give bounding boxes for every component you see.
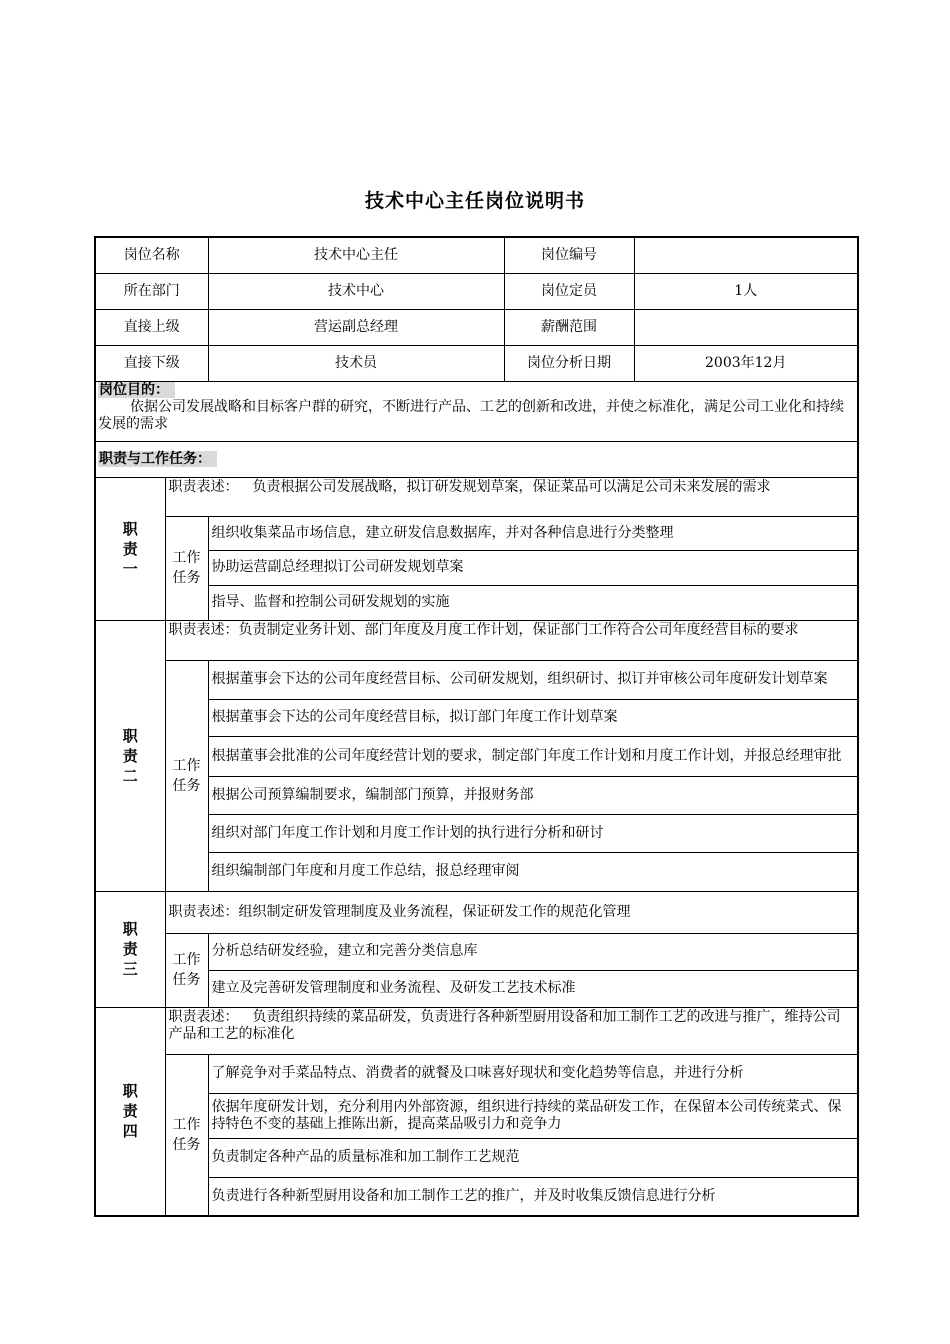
- task-row: [95, 1054, 858, 1093]
- field-value: 技术员: [208, 345, 504, 381]
- task-label: 工作 任务: [165, 1054, 208, 1216]
- duty-3-label: 职 责 三: [95, 891, 165, 1007]
- field-label: 岗位分析日期: [504, 345, 634, 381]
- task-row: [95, 933, 858, 970]
- field-label: 直接下级: [95, 345, 208, 381]
- info-row: [95, 273, 858, 309]
- duty-1-description: 职责表述： 负责根据公司发展战略，拟订研发规划草案，保证菜品可以满足公司未来发展的需求: [165, 477, 858, 516]
- duty-2-description: 职责表述：负责制定业务计划、部门年度及月度工作计划，保证部门工作符合公司年度经营目标的要求: [165, 620, 858, 660]
- task-item: 协助运营副总经理拟订公司研发规划草案: [208, 550, 858, 585]
- task-row: [95, 550, 858, 585]
- duty-desc-row: [95, 477, 858, 516]
- task-label: 工作 任务: [165, 933, 208, 1007]
- duty-desc-row: [95, 1007, 858, 1054]
- info-row: [95, 345, 858, 381]
- task-row: [95, 699, 858, 736]
- task-item: 组织对部门年度工作计划和月度工作计划的执行进行分析和研讨: [208, 814, 858, 852]
- task-row: [95, 970, 858, 1007]
- task-item: 建立及完善研发管理制度和业务流程、及研发工艺技术标准: [208, 970, 858, 1007]
- duty-desc-row: [95, 891, 858, 933]
- task-row: [95, 776, 858, 814]
- task-item: 了解竞争对手菜品特点、消费者的就餐及口味喜好现状和变化趋势等信息，并进行分析: [208, 1054, 858, 1093]
- task-item: 负责进行各种新型厨用设备和加工制作工艺的推广，并及时收集反馈信息进行分析: [208, 1177, 858, 1216]
- duty-4-description: 职责表述： 负责组织持续的菜品研发，负责进行各种新型厨用设备和加工制作工艺的改进与推广，维持公司产品和工艺的标准化: [165, 1007, 858, 1054]
- task-item: 根据公司预算编制要求，编制部门预算，并报财务部: [208, 776, 858, 814]
- task-item: 负责制定各种产品的质量标准和加工制作工艺规范: [208, 1138, 858, 1177]
- field-label: 直接上级: [95, 309, 208, 345]
- field-label: 薪酬范围: [504, 309, 634, 345]
- info-row: [95, 309, 858, 345]
- task-item: 根据董事会批准的公司年度经营计划的要求，制定部门年度工作计划和月度工作计划，并报总经理审批: [208, 736, 858, 776]
- duty-4-label: 职 责 四: [95, 1007, 165, 1216]
- field-label: 岗位名称: [95, 237, 208, 273]
- page-title: 技术中心主任岗位说明书: [364, 190, 585, 212]
- duty-desc-row: [95, 620, 858, 660]
- duties-section: [95, 441, 858, 477]
- task-row: [95, 585, 858, 620]
- task-item: 根据董事会下达的公司年度经营目标、公司研发规划，组织研讨、拟订并审核公司年度研发计划草案: [208, 660, 858, 699]
- task-row: [95, 1177, 858, 1216]
- purpose-text: 依据公司发展战略和目标客户群的研究，不断进行产品、工艺的创新和改进，并使之标准化，满足公司工业化和持续发展的需求: [98, 398, 844, 432]
- task-row: [95, 1093, 858, 1138]
- field-value: 营运副总经理: [208, 309, 504, 345]
- purpose-row: [95, 381, 858, 441]
- task-row: [95, 1138, 858, 1177]
- task-item: 指导、监督和控制公司研发规划的实施: [208, 585, 858, 620]
- task-row: [95, 516, 858, 550]
- task-item: 根据董事会下达的公司年度经营目标，拟订部门年度工作计划草案: [208, 699, 858, 736]
- duties-heading-row: [95, 441, 858, 477]
- task-label: 工作 任务: [165, 516, 208, 620]
- task-row: [95, 852, 858, 891]
- task-item: 分析总结研发经验，建立和完善分类信息库: [208, 933, 858, 970]
- info-row: [95, 237, 858, 273]
- duty-2-label: 职 责 二: [95, 620, 165, 891]
- duties-heading: 职责与工作任务：: [98, 451, 217, 467]
- job-description-table: [94, 236, 859, 1217]
- task-row: [95, 660, 858, 699]
- field-value: [634, 237, 858, 273]
- field-value: [634, 309, 858, 345]
- duty-3-description: 职责表述：组织制定研发管理制度及业务流程，保证研发工作的规范化管理: [165, 891, 858, 933]
- duty-1-label: 职 责 一: [95, 477, 165, 620]
- field-label: 岗位定员: [504, 273, 634, 309]
- purpose-section: [95, 381, 858, 441]
- field-value: 1人: [634, 273, 858, 309]
- field-value: 技术中心: [208, 273, 504, 309]
- task-label: 工作 任务: [165, 660, 208, 891]
- task-item: 依据年度研发计划，充分利用内外部资源，组织进行持续的菜品研发工作，在保留本公司传统菜式、保持特色不变的基础上推陈出新，提高菜品吸引力和竞争力: [208, 1093, 858, 1138]
- task-row: [95, 814, 858, 852]
- purpose-heading: 岗位目的：: [98, 382, 175, 398]
- task-item: 组织收集菜品市场信息，建立研发信息数据库，并对各种信息进行分类整理: [208, 516, 858, 550]
- field-value: 技术中心主任: [208, 237, 504, 273]
- field-value: 2003年12月: [634, 345, 858, 381]
- task-item: 组织编制部门年度和月度工作总结，报总经理审阅: [208, 852, 858, 891]
- field-label: 岗位编号: [504, 237, 634, 273]
- field-label: 所在部门: [95, 273, 208, 309]
- task-row: [95, 736, 858, 776]
